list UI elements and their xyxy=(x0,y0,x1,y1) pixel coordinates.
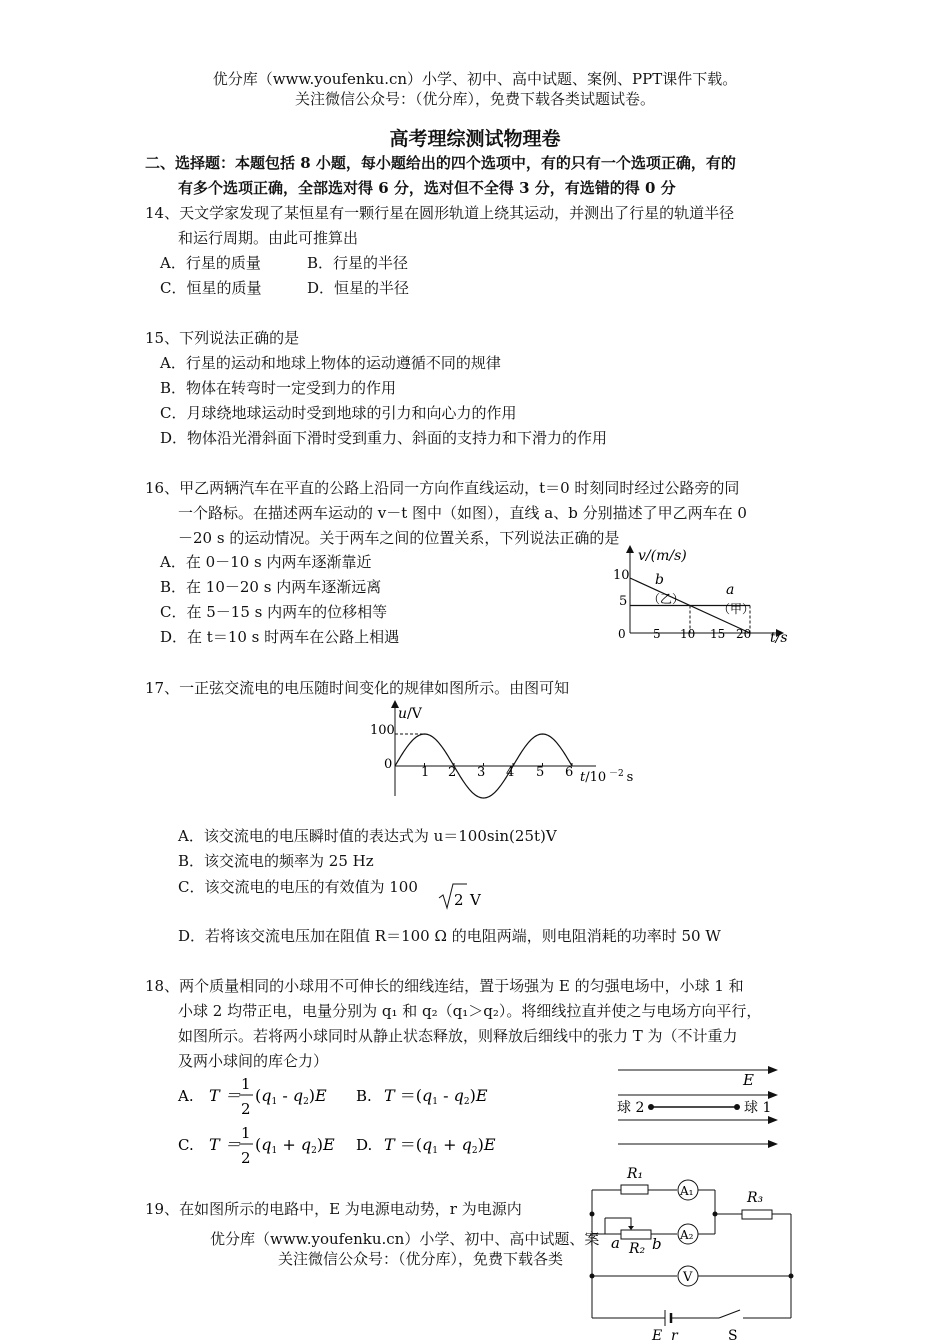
sine-y-tick-0: 0 xyxy=(384,757,393,772)
resistor-r3 xyxy=(742,1210,772,1219)
vt-x-tick-5: 5 xyxy=(653,627,661,641)
label-b-terminal: b xyxy=(652,1235,662,1253)
ball-1-dot xyxy=(734,1104,740,1110)
q18-stem-1: 18、两个质量相同的小球用不可伸长的细线连结，置于场强为 E 的匀强电场中，小球 1 和 xyxy=(145,977,744,995)
q14-option-d: D．恒星的半径 xyxy=(307,279,410,297)
q18-stem-4: 及两小球间的库仑力） xyxy=(178,1052,329,1070)
switch-s xyxy=(719,1310,740,1318)
svg-text:(q1 - q2)E: (q1 - q2)E xyxy=(255,1086,327,1107)
sine-x-tick-1: 1 xyxy=(421,765,430,780)
label-a1: A₁ xyxy=(680,1184,694,1198)
vt-x-tick-10: 10 xyxy=(680,627,696,641)
sine-graph xyxy=(366,700,646,800)
label-a2: A₂ xyxy=(680,1228,694,1242)
q14-stem-1: 14、天文学家发现了某恒星有一颗行星在圆形轨道上绕其运动，并测出了行星的轨道半径 xyxy=(145,204,735,222)
vt-y-tick-5: 5 xyxy=(619,594,628,609)
page-title: 高考理综测试物理卷 xyxy=(389,128,561,150)
q18-option-d-label: D. xyxy=(356,1136,373,1154)
sqrt2-symbol xyxy=(437,880,492,912)
q15-option-b: B．物体在转弯时一定受到力的作用 xyxy=(160,379,397,397)
label-internal-r: r xyxy=(671,1328,678,1344)
sine-x-tick-5: 5 xyxy=(536,765,545,780)
vt-x-tick-15: 15 xyxy=(710,627,726,641)
q17-option-a: A．该交流电的电压瞬时值的表达式为 u＝100sin(25t)V xyxy=(178,827,557,845)
ball-2-dot xyxy=(648,1104,654,1110)
q15-option-a: A．行星的运动和地球上物体的运动遵循不同的规律 xyxy=(160,354,501,372)
q18-option-d-formula: T ＝(q1 + q2)E xyxy=(384,1135,496,1156)
vt-y-label: v/(m/s) xyxy=(638,548,687,564)
label-r3: R₃ xyxy=(747,1190,764,1206)
label-emf: E xyxy=(652,1328,663,1344)
header-line-1: 优分库（www.youfenku.cn）小学、初中、高中试题、案例、PPT课件下载。 xyxy=(212,70,738,88)
footer-line-2: 关注微信公众号：（优分库），免费下载各类 xyxy=(278,1250,564,1268)
label-r1: R₁ xyxy=(627,1166,644,1182)
q18-option-b-formula: T ＝(q1 - q2)E xyxy=(384,1086,488,1107)
q17-option-b: B．该交流电的频率为 25 Hz xyxy=(178,852,374,870)
resistor-r1 xyxy=(621,1185,648,1194)
sine-x-label: t/10 $^{-2}$ s xyxy=(580,769,634,785)
label-r2: R₂ xyxy=(629,1241,646,1257)
rheostat-r2 xyxy=(621,1230,651,1239)
vt-line-b-tag: （乙） xyxy=(648,592,685,606)
q16-option-d: D．在 t＝10 s 时两车在公路上相遇 xyxy=(160,628,400,646)
label-switch: S xyxy=(728,1328,738,1344)
q17-option-c: C．该交流电的电压的有效值为 100 xyxy=(178,878,418,896)
label-v: V xyxy=(683,1270,693,1285)
q18-option-c-label: C. xyxy=(178,1136,194,1154)
q16-option-b: B．在 10－20 s 内两车逐渐远离 xyxy=(160,578,382,596)
footer-line-1: 优分库（www.youfenku.cn）小学、初中、高中试题、案 xyxy=(210,1230,600,1248)
vt-line-a-tag: （甲） xyxy=(718,602,755,616)
svg-text:2: 2 xyxy=(241,1149,251,1167)
header-line-2: 关注微信公众号：（优分库），免费下载各类试题试卷。 xyxy=(294,90,655,108)
svg-text:2: 2 xyxy=(454,891,464,909)
q14-option-b: B．行星的半径 xyxy=(307,254,409,272)
q18-option-b-label: B. xyxy=(356,1087,372,1105)
q16-option-a: A．在 0－10 s 内两车逐渐靠近 xyxy=(160,553,372,571)
vt-y-arrow xyxy=(626,545,634,553)
q18-option-c-formula: T ＝ xyxy=(209,1135,241,1154)
field-diagram xyxy=(610,1060,790,1155)
vt-x-tick-20: 20 xyxy=(736,627,752,641)
q15-option-d: D．物体沿光滑斜面下滑时受到重力、斜面的支持力和下滑力的作用 xyxy=(160,429,608,447)
circuit-diagram xyxy=(585,1160,810,1344)
sine-y-tick-100: 100 xyxy=(370,723,395,738)
field-label-e: E xyxy=(743,1071,754,1089)
vt-x-label: t/s xyxy=(770,630,788,645)
section-heading-line-2: 有多个选项正确，全部选对得 6 分，选对但不全得 3 分，有选错的得 0 分 xyxy=(178,179,676,197)
q18-option-a-formula: T ＝ xyxy=(209,1086,241,1105)
section-heading-line-1: 二、选择题：本题包括 8 小题，每小题给出的四个选项中，有的只有一个选项正确，有的 xyxy=(145,154,736,172)
vt-graph xyxy=(608,543,798,645)
svg-text:1: 1 xyxy=(241,1124,251,1142)
q18-stem-3: 如图所示。若将两小球同时从静止状态释放，则释放后细线中的张力 T 为（不计重力 xyxy=(178,1027,738,1045)
sine-x-tick-2: 2 xyxy=(448,765,457,780)
vt-y-tick-10: 10 xyxy=(613,568,630,583)
q16-stem-1: 16、甲乙两辆汽车在平直的公路上沿同一方向作直线运动，t＝0 时刻同时经过公路旁的同 xyxy=(145,479,740,497)
sine-x-tick-6: 6 xyxy=(565,765,574,780)
label-a-terminal: a xyxy=(611,1234,620,1252)
sine-x-tick-3: 3 xyxy=(477,765,486,780)
vt-x-tick-0: 0 xyxy=(618,627,626,641)
q15-stem: 15、下列说法正确的是 xyxy=(145,329,300,347)
q14-stem-2: 和运行周期。由此可推算出 xyxy=(178,229,359,247)
ball-2-label: 球 2 xyxy=(617,1100,645,1116)
q17-stem: 17、一正弦交流电的电压随时间变化的规律如图所示。由图可知 xyxy=(145,679,570,697)
svg-text:1: 1 xyxy=(241,1075,251,1093)
sine-y-label: u/V xyxy=(398,706,422,722)
q14-option-a: A．行星的质量 xyxy=(160,254,261,272)
q14-option-c: C．恒星的质量 xyxy=(160,279,262,297)
q17-option-d: D．若将该交流电压加在阻值 R＝100 Ω 的电阻两端，则电阻消耗的功率时 50 W xyxy=(178,927,721,945)
q19-stem: 19、在如图所示的电路中，E 为电源电动势，r 为电源内 xyxy=(145,1200,522,1218)
q18-option-a-label: A. xyxy=(178,1087,194,1105)
ball-1-label: 球 1 xyxy=(744,1100,772,1116)
vt-line-a-label: a xyxy=(726,582,735,598)
svg-text:(q1 + q2)E: (q1 + q2)E xyxy=(255,1135,335,1156)
q16-option-c: C．在 5－15 s 内两车的位移相等 xyxy=(160,603,388,621)
q18-stem-2: 小球 2 均带正电，电量分别为 q₁ 和 q₂（q₁＞q₂）。将细线拉直并使之与电场方向平行， xyxy=(178,1002,762,1020)
vt-line-b-label: b xyxy=(655,572,664,588)
q16-stem-2: 一个路标。在描述两车运动的 v－t 图中（如图），直线 a、b 分别描述了甲乙两车在 0 xyxy=(178,504,747,522)
sine-x-tick-4: 4 xyxy=(506,765,515,780)
q15-option-c: C．月球绕地球运动时受到地球的引力和向心力的作用 xyxy=(160,404,517,422)
svg-text:2: 2 xyxy=(241,1100,251,1118)
q16-stem-3: －20 s 的运动情况。关于两车之间的位置关系，下列说法正确的是 xyxy=(178,529,620,547)
q17-option-c-unit: V xyxy=(470,891,481,909)
q18-options xyxy=(175,1072,520,1172)
